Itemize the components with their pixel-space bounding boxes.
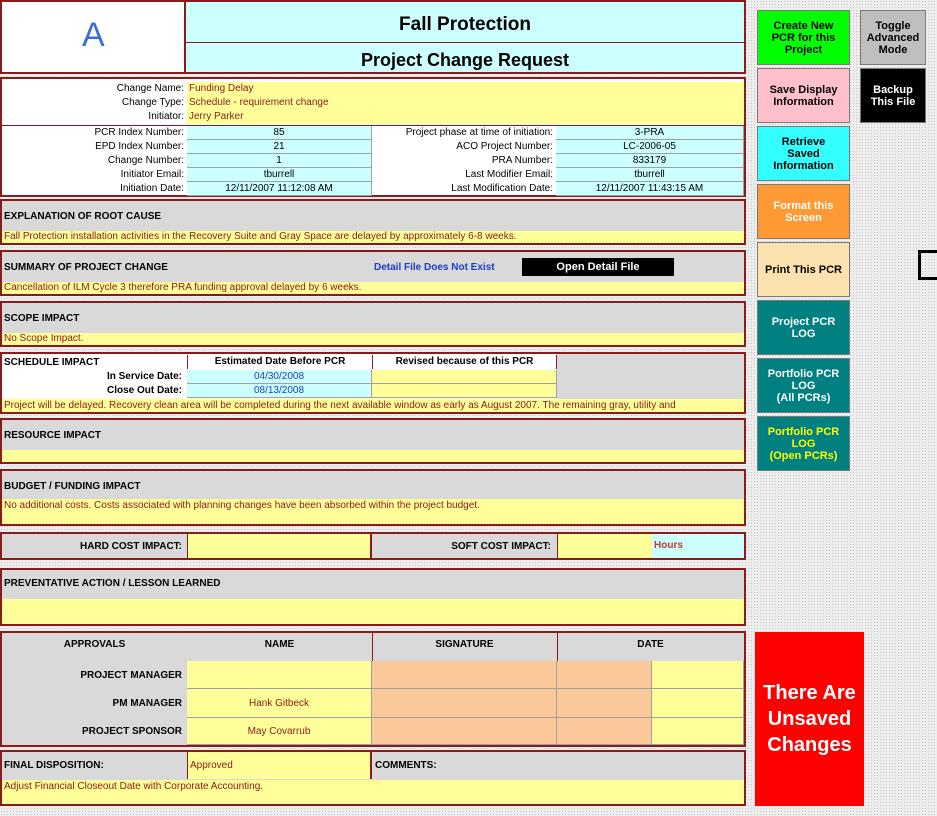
initiator-field[interactable]: Jerry Parker [187,110,744,124]
resource-text[interactable] [2,450,744,462]
approval-role-pm-manager: PM MANAGER [112,698,182,709]
open-detail-file-button[interactable]: Open Detail File [522,258,674,276]
root-cause-heading: EXPLANATION OF ROOT CAUSE [4,211,162,222]
approval-name-project-sponsor[interactable]: May Covarrub [187,718,372,745]
scope-heading: SCOPE IMPACT [4,313,80,324]
budget-section [0,469,746,526]
title-box [184,0,746,74]
detail-file-status: Detail File Does Not Exist [374,262,495,273]
approval-role-project-sponsor: PROJECT SPONSOR [81,726,182,737]
col-before-pcr: Estimated Date Before PCR [187,355,372,369]
modification-date-label: Last Modification Date: [451,183,553,194]
soft-cost-field[interactable] [557,534,652,558]
format-screen-button[interactable]: Format this Screen [757,184,850,239]
approval-date-project-sponsor[interactable] [557,718,652,745]
preventative-text[interactable] [2,599,744,624]
approval-name-project-manager[interactable] [187,661,372,689]
phase-label: Project phase at time of initiation: [405,127,553,138]
close-out-label: Close Out Date: [106,385,182,396]
modifier-email-field: tburrell [556,168,744,182]
pcr-index-field: 85 [187,126,372,140]
approval-extra-project-manager[interactable] [652,661,744,689]
change-type-field[interactable]: Schedule - requirement change [187,96,744,110]
info-block [0,77,746,197]
change-type-label: Change Type: [121,97,184,108]
approval-extra-pm-manager[interactable] [652,689,744,718]
soft-cost-label: SOFT COST IMPACT: [451,541,551,552]
initiator-email-label: Initiator Email: [120,169,184,180]
portfolio-pcr-log-open-button[interactable]: Portfolio PCR LOG (Open PCRs) [757,416,850,471]
initiator-label: Initiator: [148,111,184,122]
schedule-section [0,352,746,414]
pra-label: PRA Number: [491,155,553,166]
modification-date-field: 12/11/2007 11:43:15 AM [556,182,744,196]
phase-field: 3-PRA [556,126,744,140]
cost-section [0,532,746,560]
final-disposition-label: FINAL DISPOSITION: [4,760,104,771]
hard-cost-label: HARD COST IMPACT: [79,541,182,552]
comments-text[interactable]: Adjust Financial Closeout Date with Corporate Accounting. [2,780,744,804]
final-section [0,750,746,806]
aco-field: LC-2006-05 [556,140,744,154]
preventative-heading: PREVENTATIVE ACTION / LESSON LEARNED [4,578,221,589]
root-cause-section [0,199,746,245]
pcr-index-label: PCR Index Number: [94,127,184,138]
in-service-before-field[interactable]: 04/30/2008 [187,370,372,384]
in-service-revised-field[interactable] [372,370,557,384]
summary-heading: SUMMARY OF PROJECT CHANGE [4,262,168,273]
change-name-label: Change Name: [116,83,184,94]
save-display-information-button[interactable]: Save Display Information [757,68,850,123]
preventative-section [0,568,746,626]
approval-role-project-manager: PROJECT MANAGER [80,670,182,681]
toggle-advanced-mode-button[interactable]: Toggle Advanced Mode [860,10,926,65]
aco-label: ACO Project Number: [456,141,553,152]
col-revised-pcr: Revised because of this PCR [372,355,557,369]
initiation-date-label: Initiation Date: [120,183,184,194]
change-number-field: 1 [187,154,372,168]
schedule-heading: SCHEDULE IMPACT [4,357,100,368]
approval-date-pm-manager[interactable] [557,689,652,718]
close-out-revised-field[interactable] [372,384,557,398]
col-date: DATE [637,639,664,650]
page-subtitle: Project Change Request [360,50,570,70]
summary-text[interactable]: Cancellation of ILM Cycle 3 therefore PRA funding approval delayed by 6 weeks. [2,282,744,294]
retrieve-saved-information-button[interactable]: Retrieve Saved Information [757,126,850,181]
budget-text[interactable]: No additional costs. Costs associated with planning changes have been absorbed within the project budget. [2,499,744,524]
scope-section [0,301,746,347]
soft-cost-unit: Hours [652,534,744,558]
final-disposition-field[interactable]: Approved [187,752,372,779]
change-name-field[interactable]: Funding Delay [187,82,744,96]
hard-cost-field[interactable] [187,534,372,558]
approvals-section [0,631,746,747]
in-service-label: In Service Date: [106,371,182,382]
pra-field: 833179 [556,154,744,168]
schedule-text[interactable]: Project will be delayed. Recovery clean area will be completed during the next available window as early as August 2007. The remaining gray, utility and [2,399,744,412]
portfolio-pcr-log-all-button[interactable]: Portfolio PCR LOG (All PCRs) [757,358,850,413]
comments-label: COMMENTS: [375,760,437,771]
unsaved-changes-banner: There Are Unsaved Changes [755,632,864,806]
print-pcr-button[interactable]: Print This PCR [757,242,850,297]
root-cause-text[interactable]: Fall Protection installation activities in the Recovery Suite and Gray Space are delayed by approximately 6-8 weeks. [2,231,744,243]
approval-signature-pm-manager[interactable] [372,689,557,718]
budget-heading: BUDGET / FUNDING IMPACT [4,481,141,492]
logo-box [0,0,186,74]
summary-section [0,250,746,296]
logo-letter: A [82,16,105,54]
close-out-before-field[interactable]: 08/13/2008 [187,384,372,398]
bracket-icon [918,250,937,280]
initiator-email-field: tburrell [187,168,372,182]
resource-heading: RESOURCE IMPACT [4,430,102,441]
approval-signature-project-sponsor[interactable] [372,718,557,745]
approval-date-project-manager[interactable] [557,661,652,689]
epd-index-field: 21 [187,140,372,154]
backup-file-button[interactable]: Backup This File [860,68,926,123]
project-pcr-log-button[interactable]: Project PCR LOG [757,300,850,355]
page-title: Fall Protection [399,14,531,35]
col-approvals: APPROVALS [63,639,126,650]
initiation-date-field: 12/11/2007 11:12:08 AM [187,182,372,196]
approval-extra-project-sponsor[interactable] [652,718,744,745]
scope-text[interactable]: No Scope Impact. [2,333,744,345]
col-signature: SIGNATURE [435,639,494,650]
modifier-email-label: Last Modifier Email: [465,169,553,180]
approval-signature-project-manager[interactable] [372,661,557,689]
change-number-label: Change Number: [107,155,184,166]
resource-section [0,418,746,464]
create-new-pcr-button[interactable]: Create New PCR for this Project [757,10,850,65]
approval-name-pm-manager[interactable]: Hank Gitbeck [187,689,372,718]
col-name: NAME [264,639,295,650]
epd-index-label: EPD Index Number: [95,141,184,152]
